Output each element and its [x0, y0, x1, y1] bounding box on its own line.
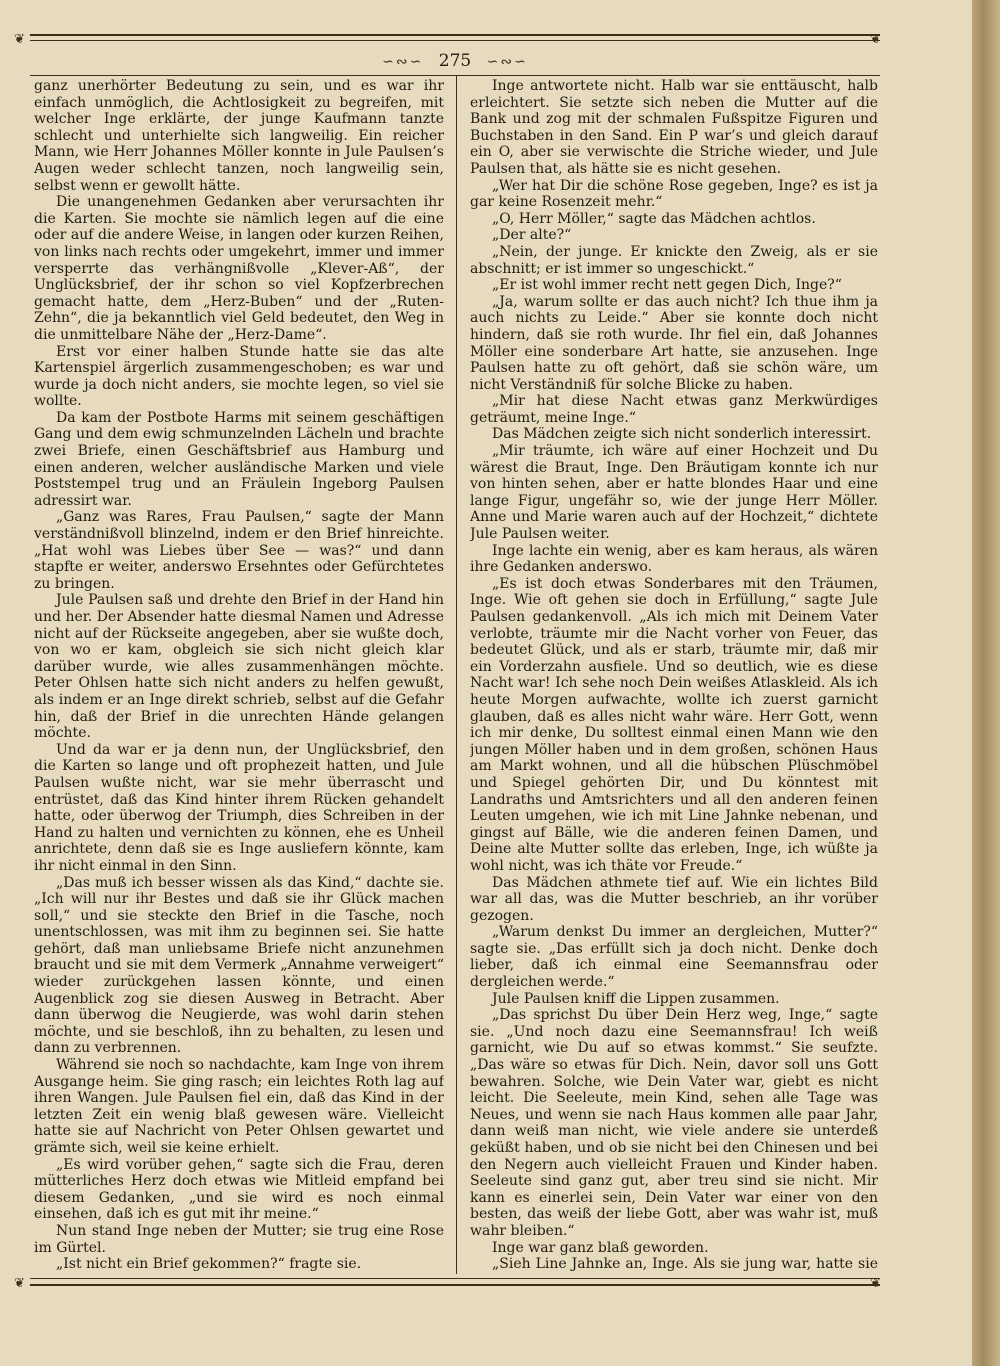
paragraph: Inge war ganz blaß geworden.: [492, 1239, 709, 1256]
corner-ornament-bottom-left: ❦: [14, 1276, 25, 1291]
paragraph: Inge antwortete nicht. Halb war sie enttäuscht, halb erleichtert. Sie setzte sich neben die Mutter auf die Bank und zog mit der schmalen Fußspitze Figuren und Buchstaben in den Sand. Ein P war’s und gleich darauf ein O, aber sie verwischte die Striche wieder, und Jule Paulsen that, als hätte sie es nicht gesehen.: [470, 78, 878, 177]
top-double-rule-outer: [30, 34, 880, 36]
paragraph: Die unangenehmen Gedanken aber verursachten ihr die Karten. Sie mochte sie nämlich legen auf die eine oder auf die andere Weise, in langen oder kurzen Reihen, von links nach rechts oder umgekehrt, immer und immer versperrte das verhängnißvolle „Klever-Aß“, der Unglücksbrief, der ihr schon so viel Kopfzerbrechen gemacht hatte, dem „Herz-Buben“ und der „Ruten-Zehn“, die ja bekanntlich viel Geld bedeutet, den Weg in die unmittelbare Nähe der „Herz-Dame“.: [34, 194, 444, 343]
flourish-ornament-left: ∽∾∽: [382, 54, 424, 70]
paragraph: „Das sprichst Du über Dein Herz weg, Inge,“ sagte sie. „Und noch dazu eine Seemannsfrau! Ich weiß garnicht, wie Du auf so etwas kommst.“ Sie seufzte. „Das wäre so etwas für Dich. Nein, davor soll uns Gott bewahren. Solche, wie Dein Vater war, giebt es nicht leicht. Die Seeleute, mein Kind, sehen alle Tage was Neues, und wenn sie nach Haus kommen alle paar Jahr, dann weiß man nicht, wie viele andere sie unterdeß geküßt haben, und ob sie nicht bei den Chinesen und bei den Negern auch vielleicht Frauen und Kinder haben. Seeleute sind ganz gut, aber treu sind sie nicht. Mir kann es einerlei sein, Dein Vater war einer von den besten, das weiß der liebe Gott, aber was wahr ist, muß wahr bleiben.“: [470, 1007, 878, 1239]
corner-ornament-top-left: ❦: [14, 32, 25, 47]
flourish-ornament-right: ∽∾∽: [486, 54, 528, 70]
paragraph: Während sie noch so nachdachte, kam Inge von ihrem Ausgange heim. Sie ging rasch; ein leichtes Roth lag auf ihren Wangen. Jule Paulsen fiel ein, daß das Kind in der letzten Zeit ein wenig blaß gewesen wäre. Vielleicht hatte sie auf Nachricht von Peter Ohlsen gewartet und grämte sich, weil sie keine erhielt.: [34, 1057, 444, 1156]
header-rule: [30, 75, 880, 76]
paragraph: Inge lachte ein wenig, aber es kam heraus, als wären ihre Gedanken anderswo.: [470, 542, 878, 576]
paragraph: „O, Herr Möller,“ sagte das Mädchen achtlos.: [492, 210, 816, 227]
paragraph: „Ist nicht ein Brief gekommen?“ fragte sie.: [56, 1256, 362, 1273]
book-binding-edge: [972, 0, 1000, 1366]
paragraph: Da kam der Postbote Harms mit seinem geschäftigen Gang und dem ewig schmunzelnden Lächeln und brachte zwei Briefe, einen Geschäftsbrief aus Hamburg und einen anderen, welcher ausländische Marken und viele Poststempel trug und an Fräulein Ingeborg Paulsen adressirt war.: [34, 409, 444, 509]
paragraph: „Der alte?“: [492, 227, 572, 244]
paragraph: „Ja, warum sollte er das auch nicht? Ich thue ihm ja auch nichts zu Leide.“ Aber sie konnte doch nicht hindern, daß sie roth wurde. Ihr fiel ein, daß Johannes Möller eine sonderbare Art hatte, sie anzusehen. Inge Paulsen hatte zu oft gehört, daß sie schön wäre, um nicht Verständniß für solche Blicke zu haben.: [470, 293, 878, 393]
corner-ornament-bottom-right: ❦: [870, 1276, 881, 1291]
paragraph: Nun stand Inge neben der Mutter; sie trug eine Rose im Gürtel.: [34, 1222, 444, 1256]
bottom-double-rule-inner: [30, 1278, 880, 1279]
paragraph: Das Mädchen athmete tief auf. Wie ein lichtes Bild war all das, was die Mutter beschrieb, an ihr vorüber gezogen.: [470, 874, 878, 924]
bottom-double-rule-outer: [30, 1284, 880, 1286]
paragraph: „Mir träumte, ich wäre auf einer Hochzeit und Du wärest die Braut, Inge. Den Bräutigam konnte ich nur von hinten sehen, aber er hatte blondes Haar und eine lange Figur, ungefähr so, wie der junge Herr Möller. Anne und Marie waren auch auf der Hochzeit,“ dichtete Jule Paulsen weiter.: [470, 443, 878, 543]
paragraph: [34, 1273, 444, 1274]
corner-ornament-top-right: ❦: [870, 32, 881, 47]
paragraph: Jule Paulsen kniff die Lippen zusammen.: [492, 990, 780, 1007]
paragraph: „Nein, der junge. Er knickte den Zweig, als er sie abschnitt; er ist immer so ungeschickt.“: [470, 243, 878, 277]
paragraph: „Das muß ich besser wissen als das Kind,“ dachte sie. „Ich will nur ihr Bestes und daß sie ihr Glück machen soll,“ und sie steckte den Brief in die Tasche, noch unentschlossen, was mit ihm zu beginnen sei. Sie hatte gehört, daß man unliebsame Briefe nicht anzunehmen braucht und sie mit dem Vermerk „Annahme verweigert“ wieder zurückgehen lassen könnte, und einen Augenblick zog sie diesen Ausweg in Betracht. Aber dann überwog die Neugierde, was wohl darin stehen möchte, und sie beschloß, ihn zu behalten, zu lesen und dann zu verbrennen.: [34, 874, 444, 1057]
top-double-rule-inner: [30, 40, 880, 41]
text-column-left: [34, 78, 444, 1274]
page-header: [30, 48, 880, 74]
paragraph: „Es wird vorüber gehen,“ sagte sich die Frau, deren mütterliches Herz doch etwas wie Mitleid empfand bei diesem Gedanken, „und sie wird es noch einmal einsehen, daß ich es gut mit ihr meine.“: [34, 1156, 444, 1223]
page-number: 275: [438, 51, 472, 71]
paragraph: „Mir hat diese Nacht etwas ganz Merkwürdiges geträumt, meine Inge.“: [470, 393, 878, 426]
paragraph: „Wer hat Dir die schöne Rose gegeben, Inge? es ist ja gar keine Rosenzeit mehr.“: [470, 177, 878, 211]
paragraph: Jule Paulsen saß und drehte den Brief in der Hand hin und her. Der Absender hatte diesmal Namen und Adresse nicht auf der Rückseite angegeben, aber sie wußte doch, von wo er kam, obgleich sie sich nicht gleich klar darüber wurde, wie alles zusammenhängen möchte. Peter Ohlsen hatte sich nicht anders zu helfen gewußt, als indem er an Inge direkt schrieb, selbst auf die Gefahr hin, daß der Brief in die unrechten Hände gelangen möchte.: [34, 592, 444, 742]
text-column-right: [470, 78, 878, 1274]
paragraph: „Warum denkst Du immer an dergleichen, Mutter?“ sagte sie. „Das erfüllt sich ja doch nicht. Denke doch lieber, daß ich einmal eine Seemannsfrau oder dergleichen werde.“: [470, 924, 878, 991]
paragraph: Und da war er ja denn nun, der Unglücksbrief, den die Karten so lange und oft prophezeit hatten, und Jule Paulsen wußte nicht, war sie mehr überrascht und entrüstet, daß das Kind hinter ihrem Rücken gehandelt hatte, oder überwog der Triumph, dies Schreiben in der Hand zu halten und vernichten zu können, ehe es Unheil anrichtete, denn daß sie es Inge ausliefern könnte, kam ihr nicht einmal in den Sinn.: [34, 741, 444, 874]
paragraph: ganz unerhörter Bedeutung zu sein, und es war ihr einfach unmöglich, die Achtlosigkeit zu begreifen, mit welcher Inge erklärte, der junge Kaufmann tanzte schlecht und unterhielte sich langweilig. Ein reicher Mann, wie Herr Johannes Möller konnte in Jule Paulsen’s Augen weder schlecht tanzen, noch langweilig sein, selbst wenn er gewollt hätte.: [34, 78, 444, 194]
column-divider: [456, 76, 457, 1274]
paragraph: „Sieh Line Jahnke an, Inge. Als sie jung war, hatte sie: [492, 1256, 878, 1273]
paragraph: „Ganz was Rares, Frau Paulsen,“ sagte der Mann verständnißvoll blinzelnd, indem er den Brief hinreichte. „Hat wohl was Liebes über See — was?“ und dann stapfte er weiter, anderswo Ersehntes oder Gefürchtetes zu bringen.: [34, 509, 444, 592]
paragraph: „Er ist wohl immer recht nett gegen Dich, Inge?“: [492, 277, 842, 294]
paragraph: Erst vor einer halben Stunde hatte sie das alte Kartenspiel ärgerlich zusammengeschoben; es war und wurde ja doch nicht anders, sie mochte legen, so viel sie wollte.: [34, 343, 444, 410]
paragraph: „Es ist doch etwas Sonderbares mit den Träumen, Inge. Wie oft gehen sie doch in Erfüllung,“ sagte Jule Paulsen gedankenvoll. „Als ich mich mit Deinem Vater verlobte, träumte mir die Nacht vorher von Feuer, das bedeutet Glück, und als er starb, träumte mir, daß mir ein Vorderzahn ausfiele. Und so deutlich, wie es diese Nacht war! Ich sehe noch Dein weißes Atlaskleid. Als ich heute Morgen aufwachte, wollte ich zuerst garnicht glauben, daß es alles nicht wahr wäre. Herr Gott, wenn ich mir denke, Du solltest einmal einen Mann wie den jungen Möller haben und in dem großen, schönen Haus am Markt wohnen, und all die hübschen Plüschmöbel und Spiegel gehörten Dir, und Du könntest mit Landraths und Amtsrichters und all den anderen feinen Leuten umgehen, wie ich mit Line Jahnke nebenan, und gingst auf Bälle, wie die anderen feinen Damen, und Deine alte Mutter sollte das erleben, Inge, ich wüßte ja wohl nicht, was ich thäte vor Freude.“: [470, 575, 878, 874]
paragraph: Das Mädchen zeigte sich nicht sonderlich interessirt.: [492, 426, 872, 443]
